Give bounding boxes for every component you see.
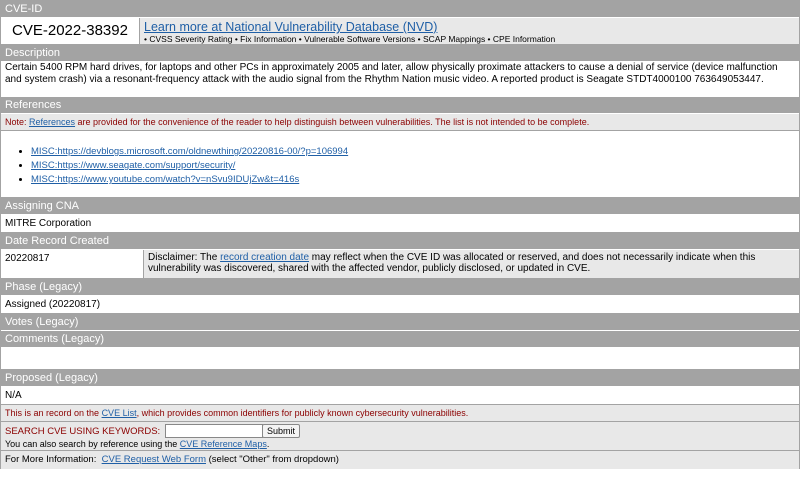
search-input[interactable] (165, 424, 263, 438)
reference-link[interactable]: MISC:https://www.seagate.com/support/security/ (31, 160, 236, 171)
cve-reference-maps-link[interactable]: CVE Reference Maps (179, 439, 267, 449)
date-disclaimer (144, 250, 799, 278)
comments-header: Comments (Legacy) (1, 331, 799, 348)
votes-header: Votes (Legacy) (1, 314, 799, 331)
keyword-search-form (1, 422, 799, 451)
search-also-suffix: . (266, 439, 270, 449)
record-creation-date-link[interactable]: record creation date (220, 252, 310, 263)
cve-request-web-form-link[interactable]: CVE Request Web Form (101, 454, 206, 465)
reference-item (31, 173, 799, 187)
note-references-link[interactable]: References (29, 117, 76, 127)
cve-id-value: CVE-2022-38392 (1, 18, 140, 44)
assigning-cna-value: MITRE Corporation (1, 215, 799, 233)
disclaimer-prefix: Disclaimer: The (148, 252, 221, 263)
references-header: References (1, 97, 799, 114)
record-prefix: This is an record on the (5, 408, 102, 418)
proposed-header: Proposed (Legacy) (1, 370, 799, 387)
cve-list-link[interactable]: CVE List (101, 408, 137, 418)
disclaimer-suffix: may reflect when the CVE ID was allocated or reserved, and does not necessarily indicate when this vulnerability was discovered, shared with the affected vendor, publicly disclosed, or updated in CVE. (148, 252, 756, 274)
reference-link[interactable]: MISC:https://devblogs.microsoft.com/oldnewthing/20220816-00/?p=106994 (31, 146, 349, 157)
search-also-prefix: You can also search by reference using the (5, 439, 180, 449)
cve-id-header: CVE-ID (1, 1, 799, 18)
assigning-cna-header: Assigning CNA (1, 198, 799, 215)
references-note (1, 114, 799, 131)
proposed-value: N/A (1, 387, 799, 405)
date-created-header: Date Record Created (1, 233, 799, 250)
cve-list-notice (1, 405, 799, 422)
phase-header: Phase (Legacy) (1, 279, 799, 296)
more-info-suffix: (select "Other" from dropdown) (206, 454, 339, 465)
description-header: Description (1, 45, 799, 62)
references-list (1, 145, 799, 198)
submit-button[interactable]: Submit (262, 424, 300, 438)
date-created-row (1, 250, 799, 279)
note-prefix: Note: (5, 117, 30, 127)
description-text: Certain 5400 RPM hard drives, for laptops and other PCs in approximately 2005 and later, allow physically proximate attackers to cause a denial of service (device malfunction and system crash) via a resonant-frequency attack with the audio signal from the Rhythm Nation music video. A reported product is Seagate STDT4000100 763649053447. (5, 62, 778, 85)
nvd-link[interactable]: Learn more at National Vulnerability Database (NVD) (144, 20, 438, 34)
phase-value: Assigned (20220817) (1, 296, 799, 314)
date-created-value: 20220817 (1, 250, 144, 278)
note-suffix: are provided for the convenience of the reader to help distinguish between vulnerabilities. The list is not intended to be complete. (75, 117, 590, 127)
reference-item (31, 145, 799, 159)
record-suffix: , which provides common identifiers for publicly known cybersecurity vulnerabilities. (136, 408, 469, 418)
cve-id-row (1, 18, 799, 45)
comments-value (1, 348, 799, 370)
nvd-features: • CVSS Severity Rating • Fix Information • Vulnerable Software Versions • SCAP Mappings • CPE Information (144, 34, 556, 44)
search-label: SEARCH CVE USING KEYWORDS: (5, 426, 161, 437)
search-also-text (5, 439, 269, 449)
reference-link[interactable]: MISC:https://www.youtube.com/watch?v=nSvu9IDUjZw&t=416s (31, 174, 300, 185)
more-info-label: For More Information: (5, 454, 97, 465)
reference-item (31, 159, 799, 173)
more-information-row (1, 451, 799, 469)
nvd-info (140, 18, 799, 44)
